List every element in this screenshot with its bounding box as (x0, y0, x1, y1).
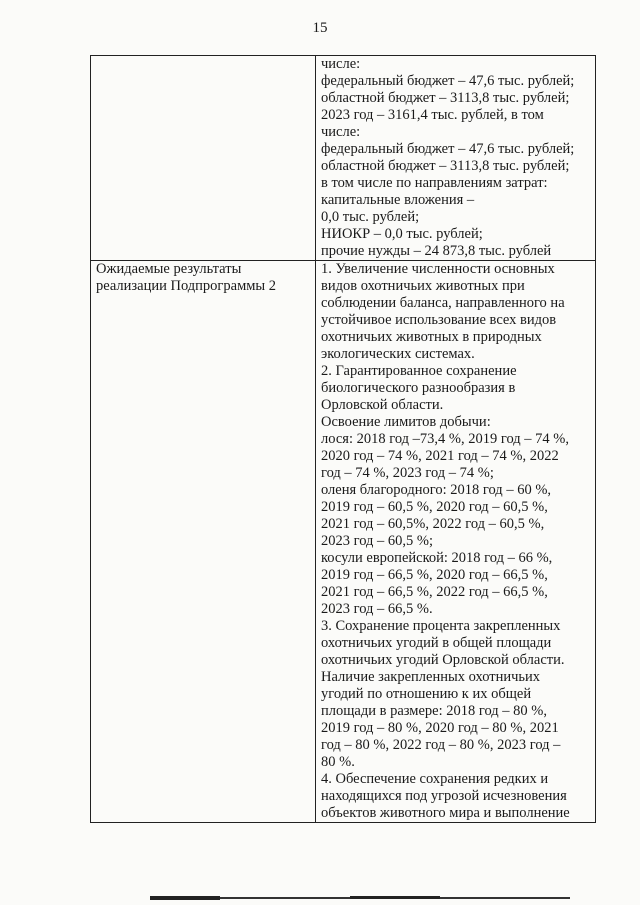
cell-line: соблюдении баланса, направленного на (321, 295, 565, 311)
cell-line: лося: 2018 год –73,4 %, 2019 год – 74 %, (321, 431, 569, 447)
cell-line: числе: (321, 56, 361, 72)
cell-line: биологического разнообразия в (321, 380, 516, 396)
cell-line: прочие нужды – 24 873,8 тыс. рублей (321, 243, 552, 259)
cell-line: 2023 год – 3161,4 тыс. рублей, в том (321, 107, 544, 123)
cell-line: находящихся под угрозой исчезновения (321, 788, 567, 804)
cell-line: 2. Гарантированное сохранение (321, 363, 517, 379)
table-cell-right (316, 56, 596, 261)
cell-line: Ожидаемые результаты (96, 261, 242, 277)
cell-line: охотничьих животных в природных (321, 329, 542, 345)
cell-line: числе: (321, 124, 361, 140)
cell-line: видов охотничьих животных при (321, 278, 525, 294)
table-cell-left (91, 56, 316, 261)
cell-line: 2021 год – 66,5 %, 2022 год – 66,5 %, (321, 584, 548, 600)
cell-line: Освоение лимитов добычи: (321, 414, 491, 430)
cell-line: 2019 год – 66,5 %, 2020 год – 66,5 %, (321, 567, 548, 583)
cell-line: капитальные вложения – (321, 192, 475, 208)
cell-line: косули европейской: 2018 год – 66 %, (321, 550, 553, 566)
cell-line: 2020 год – 74 %, 2021 год – 74 %, 2022 (321, 448, 559, 464)
cell-line: 2023 год – 60,5 %; (321, 533, 434, 549)
cell-line: 80 %. (321, 754, 355, 770)
cell-line: площади в размере: 2018 год – 80 %, (321, 703, 547, 719)
cell-line: областной бюджет – 3113,8 тыс. рублей; (321, 90, 570, 106)
cell-line: устойчивое использование всех видов (321, 312, 557, 328)
cell-line: в том числе по направлениям затрат: (321, 175, 548, 191)
cell-line: НИОКР – 0,0 тыс. рублей; (321, 226, 483, 242)
cell-line: 2023 год – 66,5 %. (321, 601, 433, 617)
cell-line: год – 74 %, 2023 год – 74 %; (321, 465, 494, 481)
cell-line: охотничьих угодий Орловской области. (321, 652, 565, 668)
cell-line: 2021 год – 60,5%, 2022 год – 60,5 %, (321, 516, 545, 532)
document-table (90, 55, 596, 823)
cell-line: 1. Увеличение численности основных (321, 261, 555, 277)
cell-line: год – 80 %, 2022 год – 80 %, 2023 год – (321, 737, 561, 753)
cell-line: 4. Обеспечение сохранения редких и (321, 771, 549, 787)
page-number: 15 (312, 20, 328, 36)
table-row (91, 56, 596, 261)
cell-line: Наличие закрепленных охотничьих (321, 669, 541, 685)
cell-line: реализации Подпрограммы 2 (96, 278, 277, 294)
cell-line: 2019 год – 80 %, 2020 год – 80 %, 2021 (321, 720, 559, 736)
cell-line: объектов животного мира и выполнение (321, 805, 570, 821)
cell-line: федеральный бюджет – 47,6 тыс. рублей; (321, 141, 575, 157)
cell-line: федеральный бюджет – 47,6 тыс. рублей; (321, 73, 575, 89)
cell-line: экологических системах. (321, 346, 475, 362)
scan-edge-mark (150, 896, 220, 900)
cell-line: оленя благородного: 2018 год – 60 %, (321, 482, 552, 498)
cell-line: охотничьих угодий в общей площади (321, 635, 552, 651)
table-cell-right (316, 261, 596, 823)
cell-line: угодий по отношению к их общей (321, 686, 532, 702)
table-row (91, 261, 596, 823)
cell-line: 0,0 тыс. рублей; (321, 209, 420, 225)
cell-line: Орловской области. (321, 397, 444, 413)
cell-line: 2019 год – 60,5 %, 2020 год – 60,5 %, (321, 499, 548, 515)
cell-line: 3. Сохранение процента закрепленных (321, 618, 561, 634)
scan-edge-mark (350, 896, 440, 899)
cell-line: областной бюджет – 3113,8 тыс. рублей; (321, 158, 570, 174)
table-cell-left (91, 261, 316, 823)
scan-edge-line (150, 897, 570, 899)
